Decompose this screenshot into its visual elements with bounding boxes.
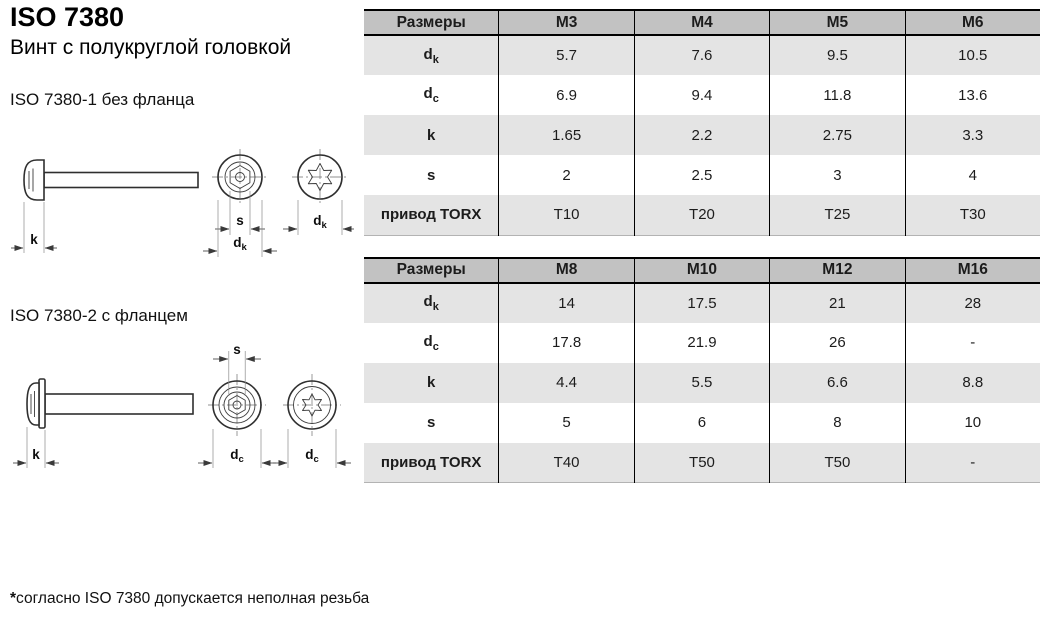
- value-cell: 28: [905, 283, 1040, 323]
- row-label: $d_k$: [423, 293, 439, 313]
- footnote-asterisk: *: [10, 590, 17, 607]
- hex-socket-front-view: [203, 149, 277, 257]
- value-cell: -: [905, 323, 1040, 363]
- value-cell: 8.8: [905, 363, 1040, 403]
- value-cell: 6: [634, 403, 769, 443]
- value-cell: -: [905, 443, 1040, 483]
- dimension-label-k: k: [30, 232, 38, 247]
- size-header: M16: [905, 258, 1040, 283]
- value-cell: 7.6: [634, 35, 769, 75]
- value-cell: 11.8: [770, 75, 905, 115]
- row-label: $d_c$: [423, 85, 439, 105]
- table-row: [364, 443, 1040, 483]
- table-row: [364, 403, 1040, 443]
- size-header: M10: [634, 258, 769, 283]
- value-cell: T30: [905, 195, 1040, 235]
- size-header: M6: [905, 10, 1040, 35]
- page-subtitle: Винт с полукруглой головкой: [10, 36, 292, 59]
- dimension-label-s: s: [236, 213, 244, 228]
- value-cell: T50: [770, 443, 905, 483]
- row-label: s: [427, 414, 436, 431]
- dimension-label-dk: $d_k$: [233, 235, 247, 253]
- value-cell: 13.6: [905, 75, 1040, 115]
- table-header-row: [364, 10, 1040, 35]
- value-cell: 17.8: [499, 323, 634, 363]
- dimensions-table-m8-m16: [364, 257, 1040, 484]
- size-header: M12: [770, 258, 905, 283]
- value-cell: 2.75: [770, 115, 905, 155]
- value-cell: 8: [770, 403, 905, 443]
- value-cell: 14: [499, 283, 634, 323]
- row-label: $d_c$: [423, 332, 439, 353]
- dimension-tables: [364, 9, 1040, 483]
- row-label: k: [427, 374, 436, 391]
- value-cell: 5.5: [634, 363, 769, 403]
- row-label: $d_k$: [423, 45, 439, 66]
- value-cell: T25: [770, 195, 905, 235]
- page-title: ISO 7380: [10, 2, 125, 32]
- variant-1-label: ISO 7380-1 без фланца: [10, 90, 195, 109]
- value-cell: 26: [770, 323, 905, 363]
- dimension-label-s: s: [233, 342, 241, 357]
- size-header: M4: [634, 10, 769, 35]
- value-cell: 5.7: [499, 35, 634, 75]
- row-label: s: [427, 166, 436, 184]
- value-cell: 9.4: [634, 75, 769, 115]
- value-cell: 3.3: [905, 115, 1040, 155]
- table-row: [364, 363, 1040, 403]
- table-row: [364, 75, 1040, 115]
- size-header: M8: [499, 258, 634, 283]
- footnote-text: согласно ISO 7380 допускается неполная резьба: [16, 590, 370, 607]
- table-row: [364, 115, 1040, 155]
- dimension-label-dk: $d_k$: [313, 213, 327, 231]
- flanged-torx-socket-front-view: [273, 374, 351, 468]
- torx-socket-front-view: [283, 149, 354, 235]
- table-header-row: [364, 258, 1040, 283]
- row-label: привод TORX: [380, 206, 482, 224]
- sizes-column-header: Размеры: [364, 258, 499, 283]
- table-row: [364, 155, 1040, 195]
- dimension-label-k: k: [32, 447, 40, 462]
- value-cell: 5: [499, 403, 634, 443]
- value-cell: 4: [905, 155, 1040, 195]
- table-row: [364, 323, 1040, 363]
- variant-2-label: ISO 7380-2 с фланцем: [10, 306, 188, 325]
- sizes-column-header: Размеры: [364, 10, 499, 35]
- value-cell: 21.9: [634, 323, 769, 363]
- value-cell: 1.65: [499, 115, 634, 155]
- value-cell: T10: [499, 195, 634, 235]
- dimensions-table-m3-m6: [364, 9, 1040, 236]
- value-cell: 9.5: [770, 35, 905, 75]
- table-row: [364, 195, 1040, 235]
- table-row: [364, 35, 1040, 75]
- dimension-label-dc: $d_c$: [305, 447, 319, 465]
- value-cell: 10: [905, 403, 1040, 443]
- dimension-label-dc: $d_c$: [230, 447, 244, 465]
- value-cell: T20: [634, 195, 769, 235]
- iso7380-1-technical-drawing: [8, 147, 354, 261]
- value-cell: T40: [499, 443, 634, 483]
- screw-side-view: [11, 160, 198, 253]
- value-cell: 10.5: [905, 35, 1040, 75]
- value-cell: 21: [770, 283, 905, 323]
- table-row: [364, 283, 1040, 323]
- value-cell: 3: [770, 155, 905, 195]
- flanged-hex-socket-front-view: [198, 342, 276, 468]
- size-header: M3: [499, 10, 634, 35]
- value-cell: 6.9: [499, 75, 634, 115]
- iso7380-2-technical-drawing: [8, 338, 354, 474]
- row-label: k: [427, 126, 436, 144]
- value-cell: 2.5: [634, 155, 769, 195]
- value-cell: T50: [634, 443, 769, 483]
- value-cell: 2: [499, 155, 634, 195]
- value-cell: 2.2: [634, 115, 769, 155]
- value-cell: 17.5: [634, 283, 769, 323]
- row-label: привод TORX: [380, 453, 482, 471]
- footnote: [10, 590, 369, 608]
- flanged-screw-side-view: [13, 379, 193, 468]
- value-cell: 6.6: [770, 363, 905, 403]
- value-cell: 4.4: [499, 363, 634, 403]
- size-header: M5: [770, 10, 905, 35]
